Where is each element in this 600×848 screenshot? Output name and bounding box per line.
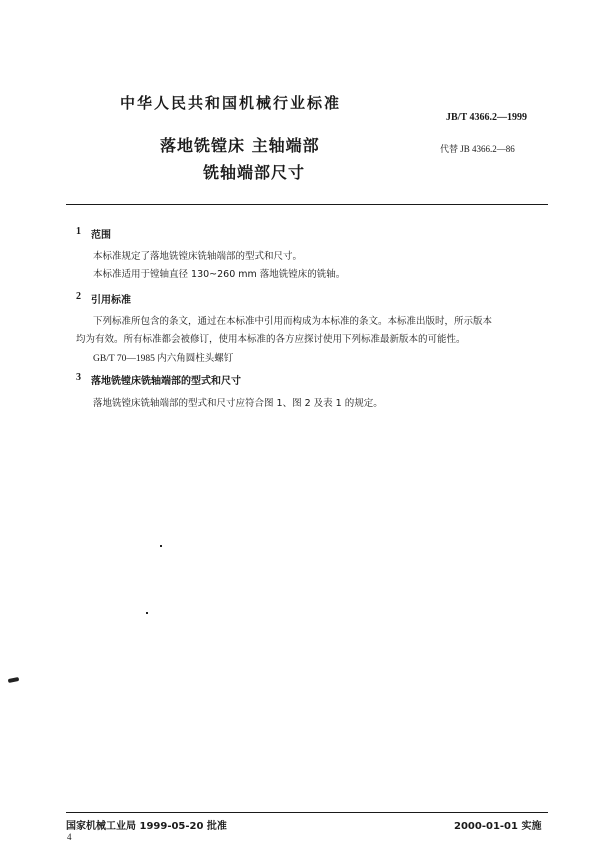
standard-category-title: 中华人民共和国机械行业标准 — [120, 94, 342, 112]
referenced-standard: GB/T 70—1985 内六角圆柱头螺钉 — [93, 354, 234, 364]
scan-speck — [160, 545, 162, 547]
section-1-number: 1 — [76, 226, 81, 237]
section-2-paragraph: 均为有效。所有标准都会被修订，使用本标准的各方应探讨使用下列标准最新版本的可能性。 — [76, 334, 466, 345]
section-3-title: 落地铣镗床铣轴端部的型式和尺寸 — [91, 376, 241, 387]
header-divider — [66, 204, 548, 205]
section-2-paragraph: 下列标准所包含的条文，通过在本标准中引用而构成为本标准的条文。本标准出版时，所示版本 — [93, 316, 493, 327]
section-1-title: 范围 — [91, 230, 111, 241]
page-number: 4 — [67, 832, 72, 842]
implementation-date: 2000-01-01 实施 — [454, 821, 542, 832]
footer-divider — [66, 812, 548, 813]
section-1-paragraph: 本标准适用于镗轴直径 130~260 mm 落地铣镗床的铣轴。 — [93, 269, 346, 280]
section-3-paragraph: 落地铣镗床铣轴端部的型式和尺寸应符合图 1、图 2 及表 1 的规定。 — [93, 398, 383, 409]
approval-statement: 国家机械工业局 1999-05-20 批准 — [66, 821, 227, 832]
section-3-number: 3 — [76, 372, 81, 383]
section-1-paragraph: 本标准规定了落地铣镗床铣轴端部的型式和尺寸。 — [93, 251, 303, 262]
scan-mark — [8, 677, 20, 683]
standard-code: JB/T 4366.2—1999 — [446, 112, 527, 123]
replaces-standard: 代替 JB 4366.2—86 — [440, 144, 515, 154]
document-title-line2: 铣轴端部尺寸 — [203, 163, 306, 182]
scan-speck — [146, 612, 148, 614]
section-2-number: 2 — [76, 291, 81, 302]
section-2-title: 引用标准 — [91, 295, 131, 306]
document-title-line1: 落地铣镗床 主轴端部 — [160, 136, 320, 155]
